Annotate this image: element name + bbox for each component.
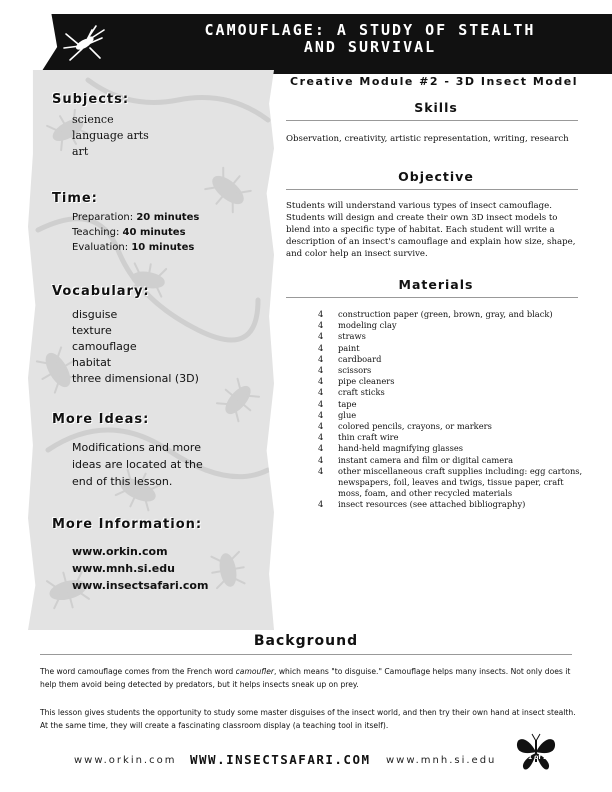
list-item: camouflage [72, 340, 137, 353]
ideas-line: Modifications and more [72, 441, 201, 454]
objective-heading: Objective [398, 169, 474, 184]
list-item: habitat [72, 356, 112, 369]
link-insectsafari[interactable]: www.insectsafari.com [72, 579, 209, 592]
list-item: art [72, 145, 89, 158]
list-item: 4 colored pencils, crayons, or markers [318, 421, 492, 432]
objective-text: Students will understand various types of insect camouflage. Students will design and create their own 3D insect models to blend into a specific type of habitat. Each student will write a description of an insect's camouflage and explain how size, shape, and color help an insect survive. [286, 201, 576, 259]
more-ideas-text [72, 439, 203, 490]
ideas-line: ideas are located at the [72, 458, 203, 471]
list-item: 4 pipe cleaners [318, 376, 395, 387]
list-item: 4 insect resources (see attached bibliography) [318, 499, 526, 510]
ideas-line: end of this lesson. [72, 475, 173, 488]
skills-text: Observation, creativity, artistic representation, writing, research [286, 134, 569, 144]
list-item: 4 scissors [318, 365, 372, 376]
time-heading: Time: [52, 191, 98, 206]
list-item: 4 straws [318, 331, 366, 342]
time-list [72, 210, 199, 255]
list-item: science [72, 113, 114, 126]
page-title: CAMOUFLAGE: A STUDY OF STEALTH AND SURVIVAL [204, 21, 536, 56]
footer-link-mnh[interactable]: www.mnh.si.edu [386, 755, 497, 766]
vocabulary-heading: Vocabulary: [52, 284, 150, 299]
subjects-list [72, 112, 149, 160]
vocabulary-list [72, 307, 199, 387]
list-item: 4 other miscellaneous craft supplies including: egg cartons, newspapers, foil, leaves and twigs, tissue paper, craft moss, foam, and other recycled materials [318, 465, 583, 499]
list-item: 4 modeling clay [318, 320, 397, 331]
background-paragraph-1: The word camouflage comes from the French word camoufler, which means "to disguise." Camouflage helps many insects. Not only does it help them avoid being detected by predators, but it helps insects sneak up on prey. [40, 667, 571, 689]
list-item: three dimensional (3D) [72, 372, 199, 385]
footer-link-orkin[interactable]: www.orkin.com [74, 755, 177, 766]
divider [286, 120, 578, 121]
materials-heading: Materials [398, 277, 474, 292]
list-item: texture [72, 324, 112, 337]
more-ideas-heading: More Ideas: [52, 412, 150, 427]
list-item: 4 craft sticks [318, 387, 385, 398]
skills-heading: Skills [414, 100, 458, 115]
background-heading: Background [253, 633, 359, 649]
list-item: language arts [72, 129, 149, 142]
list-item: Preparation: 20 minutes [72, 212, 200, 223]
list-item: 4 instant camera and film or digital camera [318, 454, 514, 465]
divider [40, 654, 572, 655]
divider [286, 297, 578, 298]
list-item: 4 hand-held magnifying glasses [318, 443, 464, 454]
list-item: disguise [72, 308, 118, 321]
footer-link-insectsafari[interactable]: WWW.INSECTSAFARI.COM [190, 752, 371, 767]
subjects-heading: Subjects: [52, 92, 130, 107]
link-mnh[interactable]: www.mnh.si.edu [72, 562, 175, 575]
butterfly-icon [514, 732, 558, 772]
more-information-links [72, 543, 208, 594]
list-item: Evaluation: 10 minutes [72, 242, 195, 253]
list-item: 4 construction paper (green, brown, gray, and black) [318, 309, 553, 319]
list-item: 4 glue [318, 409, 357, 420]
divider [286, 189, 578, 190]
materials-list [318, 309, 586, 511]
insect-icon [58, 24, 106, 64]
more-information-heading: More Information: [52, 517, 203, 532]
background-paragraph-2: This lesson gives students the opportunity to study some master disguises of the insect world, and then try their own hand at insect stealth. At the same time, they will create a fascinating classroom display (a teaching tool in itself). [40, 708, 576, 730]
page-number: 1 of 2 [528, 754, 548, 761]
list-item: Teaching: 40 minutes [72, 227, 186, 238]
list-item: 4 thin craft wire [318, 432, 399, 443]
list-item: 4 paint [318, 342, 360, 353]
list-item: 4 tape [318, 398, 357, 409]
module-title: Creative Module #2 - 3D Insect Model [290, 75, 578, 88]
list-item: 4 cardboard [318, 353, 382, 364]
link-orkin[interactable]: www.orkin.com [72, 545, 168, 558]
